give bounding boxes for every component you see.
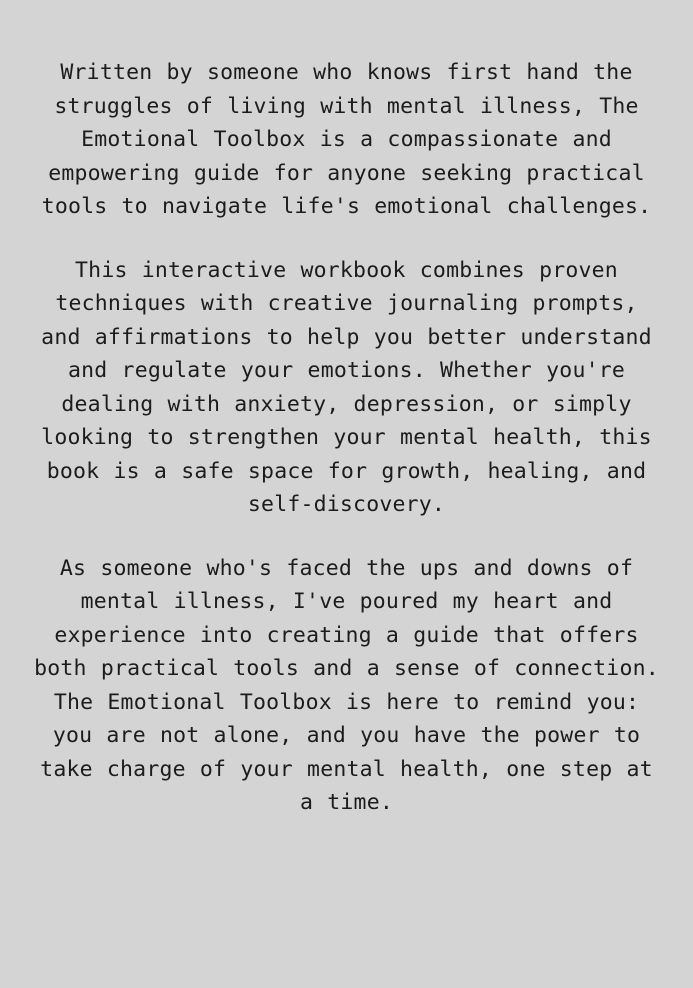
paragraph-workbook-description: This interactive workbook combines proven techniques with creative journaling prompts, and affirmations to help you better understand and regulate your emotions. Whether you're dealing with anxiety, depression, or simply looking to strengthen your mental health, this book is a safe space for growth, healing, and self-discovery. [41, 257, 652, 517]
paragraph-intro: Written by someone who knows first hand the struggles of living with mental illness, The Emotional Toolbox is a compassionate and empowering guide for anyone seeking practical tools to navigate life's emotional challenges. [41, 60, 652, 219]
paragraph-author-note: As someone who's faced the ups and downs of mental illness, I've poured my heart and experience into creating a guide that offers both practical tools and a sense of connection. The Emotional Toolbox is here to remind you: you are not alone, and you have the power to take charge of your mental health, one step at a time. [34, 555, 659, 815]
